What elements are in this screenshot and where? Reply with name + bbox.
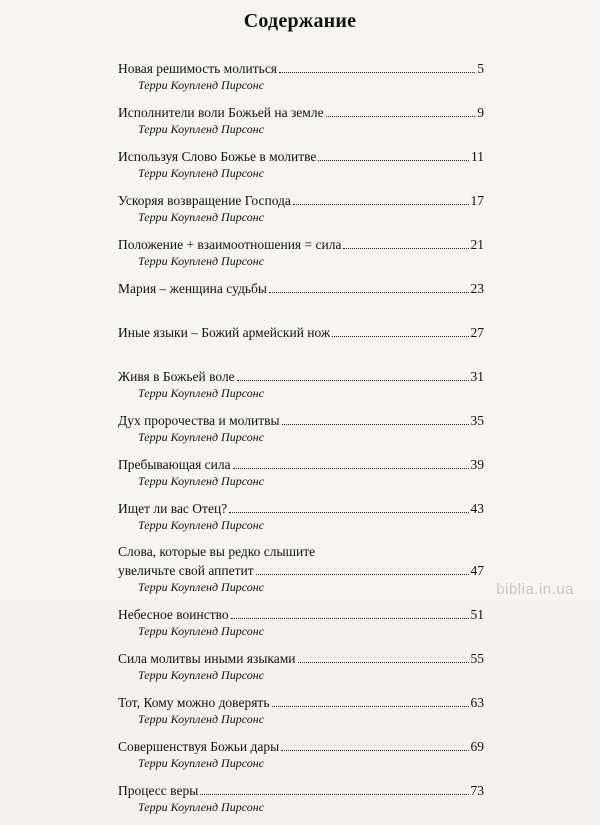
toc-entry-title: Сила молитвы иными языками <box>118 651 296 666</box>
dot-leader <box>281 750 468 751</box>
toc-entry <box>118 59 484 93</box>
toc-entry-page-number: 35 <box>470 413 484 428</box>
dot-leader <box>237 380 469 381</box>
toc-entry-row <box>118 499 484 518</box>
toc-entry <box>118 605 484 639</box>
dot-leader <box>326 116 476 117</box>
toc-entry-row <box>118 323 484 342</box>
toc-entry-page-number: 39 <box>470 457 484 472</box>
toc-entry-page-number: 9 <box>477 105 484 120</box>
toc-entry-author: Терри Коупленд Пирсонс <box>138 800 265 814</box>
entry-spacer <box>118 489 484 499</box>
toc-entry-author: Терри Коупленд Пирсонс <box>138 712 265 726</box>
toc-entry-row <box>118 279 484 298</box>
toc-entry <box>118 649 484 683</box>
toc-entry-title: Тот, Кому можно доверять <box>118 695 270 710</box>
table-of-contents <box>118 59 484 825</box>
entry-spacer <box>118 595 484 605</box>
entry-spacer <box>118 533 484 543</box>
toc-entry-author: Терри Коупленд Пирсонс <box>138 518 265 532</box>
toc-entry-author: Терри Коупленд Пирсонс <box>138 668 265 682</box>
toc-entry-row <box>118 191 484 210</box>
toc-entry-page-number: 69 <box>470 739 484 754</box>
dot-leader <box>256 574 469 575</box>
dot-leader <box>298 662 469 663</box>
toc-entry <box>118 235 484 269</box>
toc-entry-title: Пребывающая сила <box>118 457 231 472</box>
entry-spacer <box>118 269 484 279</box>
dot-leader <box>279 72 475 73</box>
toc-entry <box>118 191 484 225</box>
toc-entry <box>118 279 484 313</box>
toc-entry-row <box>118 235 484 254</box>
toc-entry-row <box>118 781 484 800</box>
toc-entry-author <box>118 298 484 313</box>
toc-entry <box>118 323 484 357</box>
toc-entry-row <box>118 455 484 474</box>
dot-leader <box>200 794 468 795</box>
dot-leader <box>293 204 469 205</box>
toc-entry-page-number: 27 <box>470 325 484 340</box>
toc-entry <box>118 781 484 815</box>
toc-entry-title: Процесс веры <box>118 783 199 798</box>
toc-entry-author: Терри Коупленд Пирсонс <box>138 386 265 400</box>
toc-entry-page-number: 73 <box>470 783 484 798</box>
dot-leader <box>343 248 468 249</box>
toc-entry-row <box>118 367 484 386</box>
toc-entry-page-number: 51 <box>470 607 484 622</box>
toc-entry-author: Терри Коупленд Пирсонс <box>138 474 265 488</box>
toc-entry-row <box>118 411 484 430</box>
entry-spacer <box>118 181 484 191</box>
toc-entry-author: Терри Коупленд Пирсонс <box>138 430 265 444</box>
toc-entry-title: Иные языки – Божий армейский нож <box>118 325 331 340</box>
entry-spacer <box>118 727 484 737</box>
toc-entry-title: Используя Слово Божье в молитве <box>118 149 317 164</box>
toc-entry-title: Мария – женщина судьбы <box>118 281 267 296</box>
toc-entry-row <box>118 103 484 122</box>
toc-entry-title: увеличьте свой аппетит <box>118 563 254 578</box>
toc-entry-row <box>118 605 484 624</box>
toc-entry-row <box>118 147 484 166</box>
toc-entry <box>118 367 484 401</box>
toc-entry-title: Совершенствуя Божьи дары <box>118 739 280 754</box>
dot-leader <box>229 512 468 513</box>
toc-entry <box>118 455 484 489</box>
toc-entry <box>118 411 484 445</box>
entry-spacer <box>118 357 484 367</box>
toc-entry-row <box>118 561 484 580</box>
entry-spacer <box>118 313 484 323</box>
toc-entry <box>118 147 484 181</box>
entry-spacer <box>118 93 484 103</box>
toc-entry-row <box>118 737 484 756</box>
toc-entry-page-number: 11 <box>471 149 484 164</box>
toc-entry-page-number: 31 <box>470 369 484 384</box>
dot-leader <box>231 618 469 619</box>
toc-entry-author: Терри Коупленд Пирсонс <box>138 210 265 224</box>
entry-spacer <box>118 683 484 693</box>
toc-entry-page-number: 47 <box>470 563 484 578</box>
toc-entry-title: Исполнители воли Божьей на земле <box>118 105 324 120</box>
toc-entry-page-number: 17 <box>470 193 484 208</box>
toc-entry-author: Терри Коупленд Пирсонс <box>138 756 265 770</box>
watermark: biblia.in.ua <box>496 581 574 598</box>
dot-leader <box>269 292 469 293</box>
toc-entry <box>118 737 484 771</box>
toc-entry-author: Терри Коупленд Пирсонс <box>138 254 265 268</box>
page-title: Содержание <box>243 10 357 32</box>
toc-entry-row <box>118 693 484 712</box>
dot-leader <box>282 424 469 425</box>
toc-entry-row <box>118 59 484 78</box>
toc-entry-page-number: 63 <box>470 695 484 710</box>
toc-entry-title: Ищет ли вас Отец? <box>118 501 228 516</box>
toc-entry-author <box>118 342 484 357</box>
toc-entry-page-number: 55 <box>470 651 484 666</box>
toc-entry-title: Новая решимость молиться <box>118 61 278 76</box>
toc-entry-page-number: 43 <box>470 501 484 516</box>
toc-entry-author: Терри Коупленд Пирсонс <box>138 624 265 638</box>
entry-spacer <box>118 137 484 147</box>
toc-entry-author: Терри Коупленд Пирсонс <box>138 122 265 136</box>
toc-entry-page-number: 21 <box>470 237 484 252</box>
toc-entry-title: Дух пророчества и молитвы <box>118 413 280 428</box>
toc-entry <box>118 693 484 727</box>
toc-entry-page-number: 5 <box>477 61 484 76</box>
toc-entry-author: Терри Коупленд Пирсонс <box>138 166 265 180</box>
toc-entry-title: Положение + взаимоотношения = сила <box>118 237 342 252</box>
toc-entry <box>118 499 484 533</box>
toc-entry-row <box>118 649 484 668</box>
toc-entry-author: Терри Коупленд Пирсонс <box>138 580 265 594</box>
entry-spacer <box>118 639 484 649</box>
dot-leader <box>272 706 469 707</box>
toc-entry-title: Живя в Божьей воле <box>118 369 235 384</box>
toc-entry-title: Небесное воинство <box>118 607 229 622</box>
toc-entry <box>118 103 484 137</box>
entry-spacer <box>118 815 484 825</box>
entry-spacer <box>118 445 484 455</box>
entry-spacer <box>118 401 484 411</box>
entry-spacer <box>118 225 484 235</box>
entry-spacer <box>118 771 484 781</box>
dot-leader <box>318 160 469 161</box>
toc-entry-author: Терри Коупленд Пирсонс <box>138 78 265 92</box>
dot-leader <box>233 468 469 469</box>
toc-entry-page-number: 23 <box>470 281 484 296</box>
toc-entry <box>118 543 484 595</box>
toc-entry-title-line: Слова, которые вы редко слышите <box>118 544 316 559</box>
toc-entry-title: Ускоряя возвращение Господа <box>118 193 291 208</box>
dot-leader <box>332 336 468 337</box>
